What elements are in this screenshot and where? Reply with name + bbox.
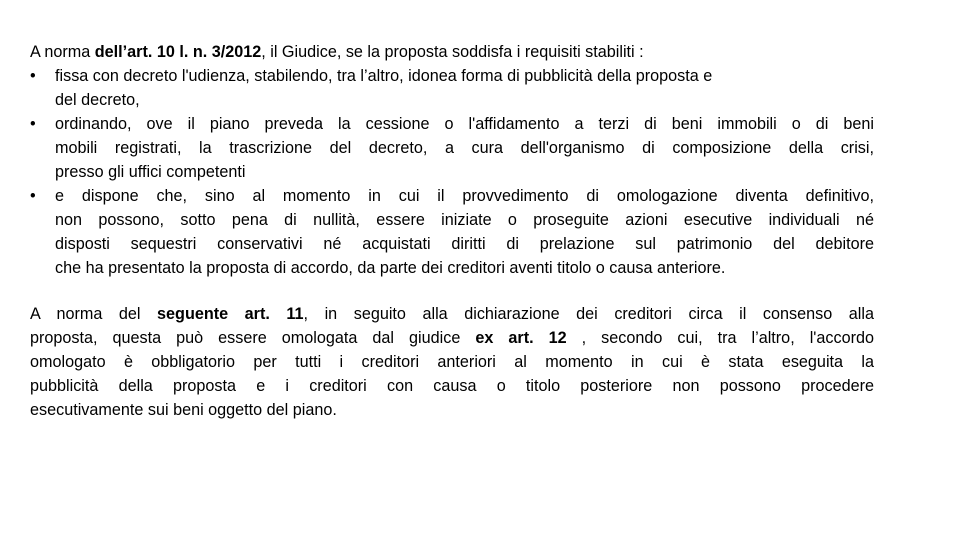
intro-law-reference: dell’art. 10 l. n. 3/2012 (94, 43, 262, 61)
paragraph-line (30, 302, 874, 326)
art-11-reference: seguente art. 11 (157, 305, 304, 323)
bullet-text: del decreto, (55, 91, 140, 109)
bullet-text: mobili registrati, la trascrizione del decreto, a cura dell'organismo di composizione della crisi, (55, 139, 874, 157)
bullet-text: che ha presentato la proposta di accordo, da parte dei creditori aventi titolo o causa anteriore. (55, 259, 726, 277)
bullet-line (30, 256, 874, 280)
intro-text-end: , il Giudice, se la proposta soddisfa i requisiti stabiliti : (261, 43, 644, 61)
omologazione-paragraph (30, 302, 874, 422)
bullet-item-udienza (30, 64, 874, 112)
art-12-reference: ex art. 12 (475, 329, 567, 347)
intro-paragraph (30, 40, 874, 64)
bullet-marker: • (30, 67, 36, 85)
bullet-line (30, 112, 874, 136)
bullet-text: non possono, sotto pena di nullità, essere iniziate o proseguite azioni esecutive individuali né (55, 211, 874, 229)
paragraph-line (30, 350, 874, 374)
bullet-marker: • (30, 187, 36, 205)
bullet-text: fissa con decreto l'udienza, stabilendo, tra l’altro, idonea forma di pubblicità della proposta e (55, 67, 713, 85)
paragraph-text: pubblicità della proposta e i creditori con causa o titolo posteriore non possono procedere (30, 377, 874, 395)
paragraph-text: esecutivamente sui beni oggetto del piano. (30, 401, 337, 419)
bullet-list (30, 64, 874, 280)
paragraph-line (30, 398, 874, 422)
paragraph-text: omologato è obbligatorio per tutti i creditori anteriori al momento in cui è stata eseguita la (30, 353, 874, 371)
paragraph-gap (30, 280, 874, 302)
bullet-text: e dispone che, sino al momento in cui il provvedimento di omologazione diventa definitivo, (55, 187, 874, 205)
bullet-text: disposti sequestri conservativi né acquistati diritti di prelazione sul patrimonio del debitore (55, 235, 874, 253)
bullet-item-azioni-esecutive (30, 184, 874, 280)
bullet-line (30, 88, 874, 112)
bullet-line (30, 184, 874, 208)
paragraph-line (30, 374, 874, 398)
paragraph-text: , secondo cui, tra l’altro, l'accordo (566, 329, 874, 347)
paragraph-text: A norma del (30, 305, 158, 323)
intro-text-start: A norma (30, 43, 95, 61)
paragraph-text: proposta, questa può essere omologata dal giudice (30, 329, 476, 347)
bullet-line (30, 232, 874, 256)
bullet-line (30, 136, 874, 160)
bullet-line (30, 64, 874, 88)
paragraph-line (30, 326, 874, 350)
paragraph-text: , in seguito alla dichiarazione dei creditori circa il consenso alla (303, 305, 874, 323)
slide-body (30, 40, 874, 422)
bullet-text: presso gli uffici competenti (55, 163, 246, 181)
bullet-line (30, 160, 874, 184)
bullet-text: ordinando, ove il piano preveda la cessione o l'affidamento a terzi di beni immobili o di beni (55, 115, 874, 133)
bullet-line (30, 208, 874, 232)
bullet-marker: • (30, 115, 36, 133)
bullet-item-trascrizione (30, 112, 874, 184)
